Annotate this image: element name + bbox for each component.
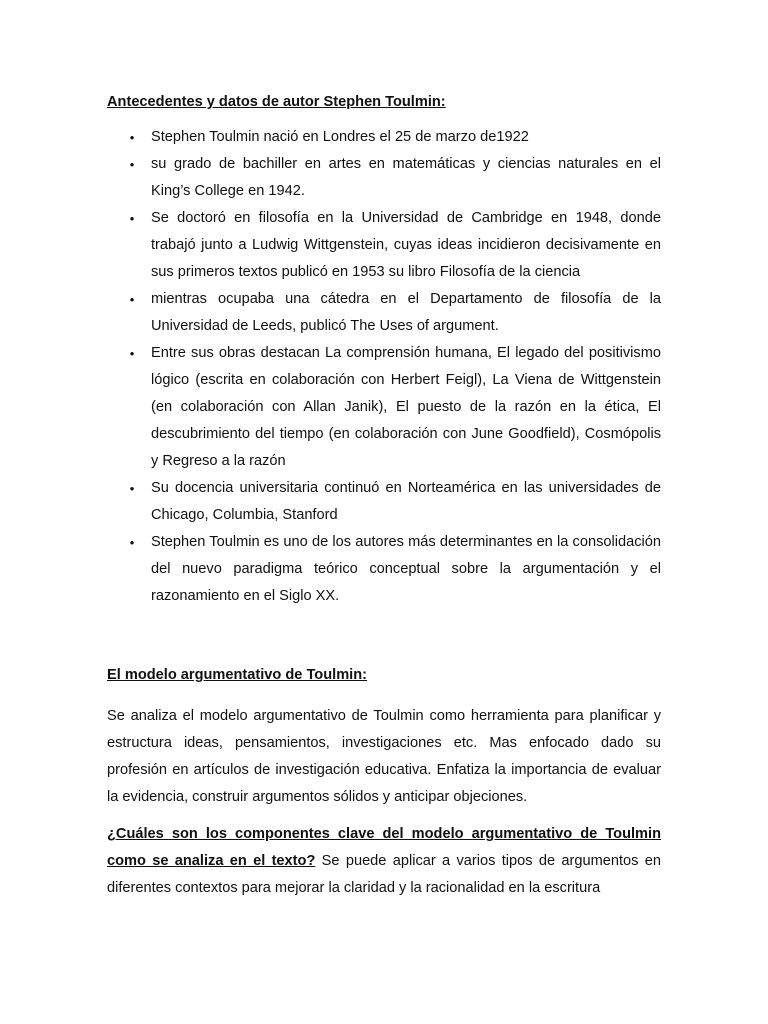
bullet-icon: • (129, 157, 135, 172)
list-item-text: Entre sus obras destacan La comprensión humana, El legado del positivismo lógico (escrita en colaboración con Herbert Feigl), La Viena de Wittgenstein (en colaboración con Allan Janik), El puesto de la razón en la ética, El descubrimiento del tiempo (en colaboración con June Goodfield), Cosmópolis y Regreso a la razón (151, 345, 661, 469)
list-item (107, 286, 661, 340)
bullet-icon: • (129, 346, 135, 361)
bullet-icon: • (129, 535, 135, 550)
bullet-icon: • (129, 481, 135, 496)
list-item-text: Se doctoró en filosofía en la Universidad de Cambridge en 1948, donde trabajó junto a Ludwig Wittgenstein, cuyas ideas incidieron decisivamente en sus primeros textos publicó en 1953 su libro Filosofía de la ciencia (151, 210, 661, 280)
list-item-text: Stephen Toulmin nació en Londres el 25 de marzo de1922 (151, 129, 529, 145)
list-item (107, 124, 661, 151)
answer-text: Se puede aplicar a varios tipos de argumentos en diferentes contextos para mejorar la claridad y la racionalidad en la escritura (107, 853, 661, 896)
paragraph-modelo: Se analiza el modelo argumentativo de Toulmin como herramienta para planificar y estructura ideas, pensamientos, investigaciones etc. Mas enfocado dado su profesión en artículos de investigación educativa. Enfatiza la importancia de evaluar la evidencia, construir argumentos sólidos y anticipar objeciones. (107, 708, 661, 805)
bullet-icon: • (129, 292, 135, 307)
section-heading-modelo: El modelo argumentativo de Toulmin: (107, 667, 368, 683)
paragraph-question (107, 821, 661, 902)
list-item (107, 205, 661, 286)
list-item-text: mientras ocupaba una cátedra en el Departamento de filosofía de la Universidad de Leeds, publicó The Uses of argument. (151, 291, 661, 334)
list-item (107, 475, 661, 529)
question-text: ¿Cuáles son los componentes clave del modelo argumentativo de Toulmin como se analiza en el texto? (107, 826, 661, 869)
bullet-icon: • (129, 211, 135, 226)
document-content (107, 89, 661, 902)
list-item (107, 529, 661, 610)
section-modelo (107, 662, 661, 902)
list-item-text: Stephen Toulmin es uno de los autores más determinantes en la consolidación del nuevo paradigma teórico conceptual sobre la argumentación y el razonamiento en el Siglo XX. (151, 534, 661, 604)
bullet-icon: • (129, 130, 135, 145)
list-item (107, 151, 661, 205)
list-item-text: Su docencia universitaria continuó en Norteamérica en las universidades de Chicago, Columbia, Stanford (151, 480, 661, 523)
list-item-text: su grado de bachiller en artes en matemáticas y ciencias naturales en el King’s College en 1942. (151, 156, 661, 199)
list-item (107, 340, 661, 475)
section-heading-antecedentes: Antecedentes y datos de autor Stephen Toulmin: (107, 94, 446, 110)
bullet-list-antecedentes (107, 124, 661, 610)
